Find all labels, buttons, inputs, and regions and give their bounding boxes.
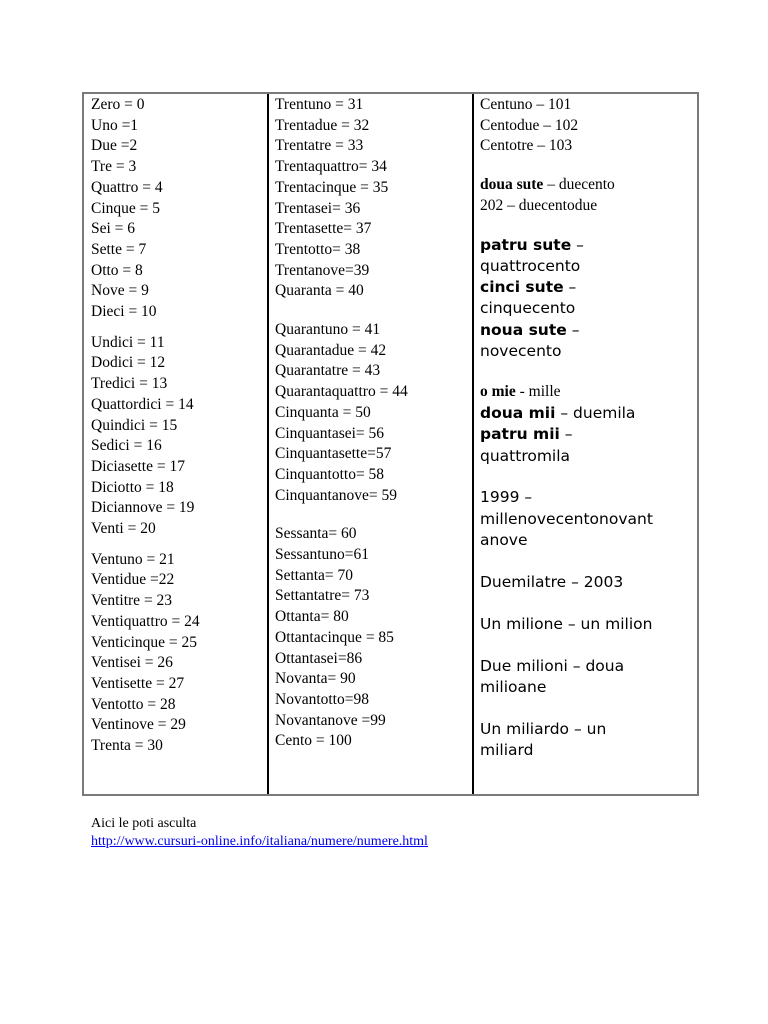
list-item: Centuno – 101 [480,96,572,113]
list-item: Novantanove =99 [275,711,386,729]
quattromila-line: patru mii – [480,425,573,444]
column-divider [267,94,269,794]
list-item: Quattordici = 14 [91,395,194,413]
cinquecento-italian: cinquecento [480,299,576,318]
list-item: Sei = 6 [91,220,136,238]
quattrocento-line: patru sute – [480,235,584,254]
numbers-table [82,92,699,796]
list-item: Diciotto = 18 [91,478,174,496]
numbers-60-100 [275,524,470,752]
list-item: Uno =1 [91,116,139,134]
list-item: Centotre – 103 [480,137,573,155]
list-item: Ventisette = 27 [91,674,185,692]
resource-link[interactable]: http://www.cursuri-online.info/italiana/numere/numere.html [91,834,428,849]
list-item: Trentadue = 32 [275,116,370,134]
list-item: Trentotto= 38 [275,240,361,258]
list-item: Tre = 3 [91,158,137,176]
list-item: Diciannove = 19 [91,499,195,517]
novecento-line: noua sute – [480,320,580,339]
list-item: Due milioni – doua [480,656,625,675]
list-item: Quarantuno = 41 [275,321,381,339]
list-item: Trentasei= 36 [275,199,361,217]
list-item: Trentasette= 37 [275,220,372,238]
list-item: Cinquantanove= 59 [275,486,397,504]
list-item: Ottanta= 80 [275,608,349,626]
duecentodue-line: 202 – duecentodue [480,196,598,214]
column-units-tens [91,95,265,794]
list-item: Novanta= 90 [275,670,356,688]
list-item: Quarantaquattro = 44 [275,383,408,401]
list-item: Tredici = 13 [91,375,168,393]
list-item: Sessanta= 60 [275,525,357,543]
cinquecento-line: cinci sute – [480,278,577,297]
footer-text: Aici le poti asculta [91,816,197,831]
list-item: Otto = 8 [91,261,143,279]
list-item: Trenta = 30 [91,737,163,755]
numbers-41-59 [275,320,470,506]
list-item: Ventiquattro = 24 [91,612,200,630]
quattromila-italian: quattromila [480,446,571,465]
list-item: Cinquantasei= 56 [275,424,385,442]
footer-note [91,815,428,851]
list-item: Sette = 7 [91,240,147,258]
list-item: Due =2 [91,137,138,155]
list-item: Novantotto=98 [275,690,369,708]
list-item: Ottantacinque = 85 [275,628,394,646]
list-item: Ottantasei=86 [275,649,363,667]
list-item: 1999 – [480,488,533,507]
list-item: Cinquantasette=57 [275,445,392,463]
list-item: Quattro = 4 [91,178,163,196]
milione-line: Un milione – un milion [480,614,653,633]
year-1999 [480,487,695,551]
list-item: Ventisei = 26 [91,654,173,672]
column-hundreds-billions [480,95,695,794]
numbers-31-40 [275,95,470,302]
list-item: Trentatre = 33 [275,137,364,155]
list-item: Diciasette = 17 [91,457,185,475]
numbers-21-30 [91,550,265,757]
column-divider [472,94,474,794]
list-item: Trentacinque = 35 [275,178,389,196]
numbers-11-20 [91,333,265,540]
list-item: Zero = 0 [91,96,145,113]
list-item: Quindici = 15 [91,416,178,434]
list-item: Settantatre= 73 [275,587,370,605]
miliardo-lines [480,719,695,762]
list-item: Trentuno = 31 [275,96,364,113]
list-item: Cinquantotto= 58 [275,465,385,483]
year-2003: Duemilatre – 2003 [480,572,624,591]
duecento-line: doua sute – duecento [480,176,615,194]
list-item: Quarantatre = 43 [275,362,381,380]
list-item: Undici = 11 [91,333,165,351]
list-item: Sedici = 16 [91,437,162,455]
list-item: Ventotto = 28 [91,695,176,713]
milioni-lines [480,656,695,699]
list-item: Cinquanta = 50 [275,403,371,421]
list-item: Ventinove = 29 [91,716,186,734]
list-item: millenovecentonovant [480,509,653,528]
quattrocento-italian: quattrocento [480,256,581,275]
list-item: Venti = 20 [91,520,156,538]
list-item: Cento = 100 [275,732,352,750]
list-item: Nove = 9 [91,282,149,300]
list-item: Cinque = 5 [91,199,161,217]
list-item: Venticinque = 25 [91,633,198,651]
list-item: Trentaquattro= 34 [275,158,387,176]
list-item: milioane [480,678,547,697]
column-thirties-hundred [275,95,470,794]
novecento-italian: novecento [480,342,562,360]
list-item: Quarantadue = 42 [275,341,387,359]
numbers-101-103 [480,95,695,157]
list-item: Sessantuno=61 [275,546,369,564]
mille-line: o mie - mille [480,383,561,401]
duemila-line: doua mii – duemila [480,404,636,422]
list-item: Quaranta = 40 [275,282,364,300]
list-item: Dodici = 12 [91,354,166,372]
list-item: Trentanove=39 [275,261,370,279]
list-item: Settanta= 70 [275,566,354,584]
list-item: Ventidue =22 [91,571,175,589]
list-item: Dieci = 10 [91,303,157,321]
list-item: Ventuno = 21 [91,550,175,568]
list-item: Centodue – 102 [480,116,579,134]
list-item: Ventitre = 23 [91,592,173,610]
list-item: miliard [480,741,534,760]
list-item: Un miliardo – un [480,719,607,738]
numbers-0-10 [91,95,265,323]
list-item: anove [480,531,528,550]
